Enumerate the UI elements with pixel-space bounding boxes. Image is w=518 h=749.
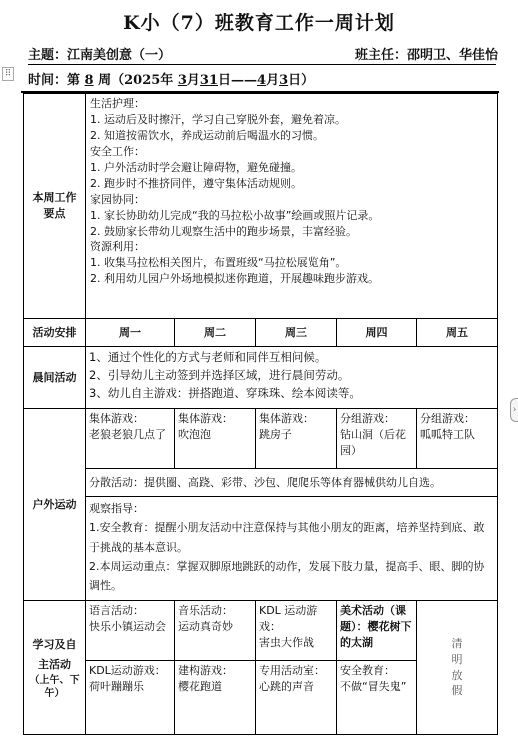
holiday-char: 清 bbox=[451, 636, 463, 650]
guidance-line: 观察指导： bbox=[89, 502, 144, 515]
focus-line: 生活护理： bbox=[90, 97, 145, 110]
focus-line: 1. 家长协助幼儿完成“我的马拉松小故事”绘画或照片记录。 bbox=[90, 208, 380, 222]
study-title: 专用活动室： bbox=[259, 664, 325, 677]
month-char-2: 月 bbox=[266, 73, 280, 88]
day-wednesday: 周三 bbox=[256, 319, 337, 347]
outdoor-scatter-row bbox=[24, 469, 498, 497]
game-title: 集体游戏： bbox=[89, 412, 144, 425]
month-char: 月 bbox=[186, 73, 200, 88]
schedule-label: 活动安排 bbox=[24, 319, 86, 347]
study-mon-2 bbox=[86, 661, 175, 735]
study-title: KDL 运动游戏： bbox=[259, 604, 318, 633]
outdoor-game-fri bbox=[417, 409, 498, 469]
focus-line: 2. 跑步时不推挤同伴，遵守集体活动规则。 bbox=[90, 176, 302, 190]
end-month: 4 bbox=[257, 73, 267, 88]
game-title: 分组游戏： bbox=[340, 412, 395, 425]
study-body: 不做“冒失鬼” bbox=[340, 679, 407, 693]
theme-label: 主题：江南美创意（一） bbox=[28, 48, 172, 63]
scroll-tab-icon[interactable]: › bbox=[510, 398, 518, 422]
theme-row bbox=[28, 44, 498, 63]
table-move-handle-icon[interactable]: ⠿ bbox=[2, 67, 14, 81]
game-body: 钻山洞（后花园） bbox=[340, 427, 406, 457]
morning-line: 3、幼儿自主游戏：拼搭跑道、穿珠珠、绘本阅读等。 bbox=[89, 385, 361, 400]
day-tuesday: 周二 bbox=[175, 319, 256, 347]
focus-line: 1. 运动后及时擦汗，学习自己穿脱外套，避免着凉。 bbox=[90, 112, 346, 126]
holiday-char: 放 bbox=[451, 668, 463, 682]
outdoor-label: 户外运动 bbox=[24, 409, 86, 601]
outdoor-guidance-row bbox=[24, 497, 498, 601]
morning-row bbox=[24, 347, 498, 409]
schedule-header-row bbox=[24, 319, 498, 347]
focus-line: 1. 户外活动时学会避让障碍物，避免碰撞。 bbox=[90, 160, 302, 174]
holiday-char: 明 bbox=[451, 652, 463, 666]
morning-label: 晨间活动 bbox=[24, 347, 86, 409]
outdoor-game-tue bbox=[175, 409, 256, 469]
game-title: 集体游戏： bbox=[178, 412, 233, 425]
end-day: 3 bbox=[279, 73, 289, 88]
study-body: 快乐小镇运动会 bbox=[89, 619, 166, 633]
morning-content bbox=[86, 347, 498, 409]
study-body: 心跳的声音 bbox=[259, 679, 314, 693]
start-day: 31 bbox=[199, 73, 218, 88]
study-body: 害虫大作战 bbox=[259, 635, 314, 649]
time-prefix: 时间：第 bbox=[28, 73, 81, 88]
weekly-focus-row bbox=[24, 94, 498, 319]
study-title: 语言活动： bbox=[89, 604, 144, 617]
day-thursday: 周四 bbox=[337, 319, 417, 347]
game-title: 分组游戏： bbox=[420, 412, 475, 425]
study-tue-2 bbox=[175, 661, 256, 735]
study-label-line3: （上午、下午） bbox=[29, 675, 80, 700]
study-title: 建构游戏： bbox=[178, 664, 233, 677]
focus-line: 资源利用： bbox=[90, 240, 145, 254]
study-title: 美术活动（课题）：樱花树下的太湖 bbox=[340, 604, 412, 649]
weekly-focus-label: 本周工作要点 bbox=[24, 94, 86, 319]
day-sep: 日—— bbox=[218, 73, 258, 88]
start-month: 3 bbox=[177, 73, 187, 88]
study-tue-1 bbox=[175, 601, 256, 661]
morning-line: 2、引导幼儿主动签到并选择区域，进行晨间劳动。 bbox=[89, 367, 350, 382]
guidance-line: 2.本周运动重点：掌握双脚原地跳跃的动作，发展下肢力量，提高手、眼、脚的协调性。 bbox=[89, 559, 485, 592]
study-label-line1: 学习及自 bbox=[32, 637, 77, 651]
study-mon-1 bbox=[86, 601, 175, 661]
focus-line: 2. 知道按需饮水，养成运动前后喝温水的习惯。 bbox=[90, 128, 324, 142]
study-title: KDL运动游戏： bbox=[89, 664, 166, 677]
focus-line: 安全工作： bbox=[90, 144, 145, 158]
study-wed-2 bbox=[256, 661, 337, 735]
day-monday: 周一 bbox=[86, 319, 175, 347]
game-body: 呱呱特工队 bbox=[420, 427, 475, 441]
study-thu-1 bbox=[337, 601, 417, 661]
outdoor-game-wed bbox=[256, 409, 337, 469]
study-row-1 bbox=[24, 601, 498, 661]
time-suffix: 日） bbox=[288, 73, 315, 88]
focus-line: 2. 鼓励家长带幼儿观察生活中的跑步场景，丰富经验。 bbox=[90, 224, 357, 238]
focus-line: 2. 利用幼儿园户外场地模拟迷你跑道，开展趣味跑步游戏。 bbox=[90, 272, 379, 286]
week-suffix: 周（2025年 bbox=[98, 73, 174, 88]
guidance-line: 1.安全教育：提醒小朋友活动中注意保持与其他小朋友的距离，培养坚持到底、敢于挑战的基本意识。 bbox=[89, 521, 485, 554]
study-label bbox=[24, 601, 86, 735]
weekly-focus-content bbox=[86, 94, 498, 319]
focus-line: 1. 收集马拉松相关图片，布置班级“马拉松展览角”。 bbox=[90, 256, 347, 270]
study-body: 运动真奇妙 bbox=[178, 619, 233, 633]
outdoor-scatter: 分散活动：提供圈、高跷、彩带、沙包、爬爬乐等体育器械供幼儿自选。 bbox=[86, 469, 498, 497]
weekly-plan-table bbox=[23, 93, 498, 735]
game-body: 老狼老狼几点了 bbox=[89, 427, 166, 441]
week-number: 8 bbox=[84, 73, 94, 88]
page-title: K小（7）班教育工作一周计划 bbox=[123, 12, 395, 34]
game-title: 集体游戏： bbox=[259, 412, 314, 425]
study-title: 安全教育： bbox=[340, 664, 395, 677]
holiday-char: 假 bbox=[451, 684, 463, 698]
study-thu-2 bbox=[337, 661, 417, 735]
outdoor-guidance bbox=[86, 497, 498, 601]
focus-line: 家园协同： bbox=[90, 192, 145, 206]
study-body: 荷叶蹦蹦乐 bbox=[89, 679, 144, 693]
day-friday: 周五 bbox=[417, 319, 498, 347]
theme-underline bbox=[28, 64, 496, 65]
study-body: 樱花跑道 bbox=[178, 679, 222, 693]
game-body: 跳房子 bbox=[259, 427, 292, 441]
holiday-notice bbox=[417, 601, 498, 735]
game-body: 吹泡泡 bbox=[178, 427, 211, 441]
outdoor-games-row bbox=[24, 409, 498, 469]
time-row bbox=[28, 69, 498, 88]
teacher-label: 班主任：邵明卫、华佳怡 bbox=[354, 48, 498, 63]
outdoor-game-thu bbox=[337, 409, 417, 469]
outdoor-game-mon bbox=[86, 409, 175, 469]
study-wed-1 bbox=[256, 601, 337, 661]
morning-line: 1、通过个性化的方式与老师和同伴互相问候。 bbox=[89, 350, 327, 364]
study-label-line2: 主活动 bbox=[38, 657, 71, 671]
study-title: 音乐活动： bbox=[178, 604, 233, 617]
